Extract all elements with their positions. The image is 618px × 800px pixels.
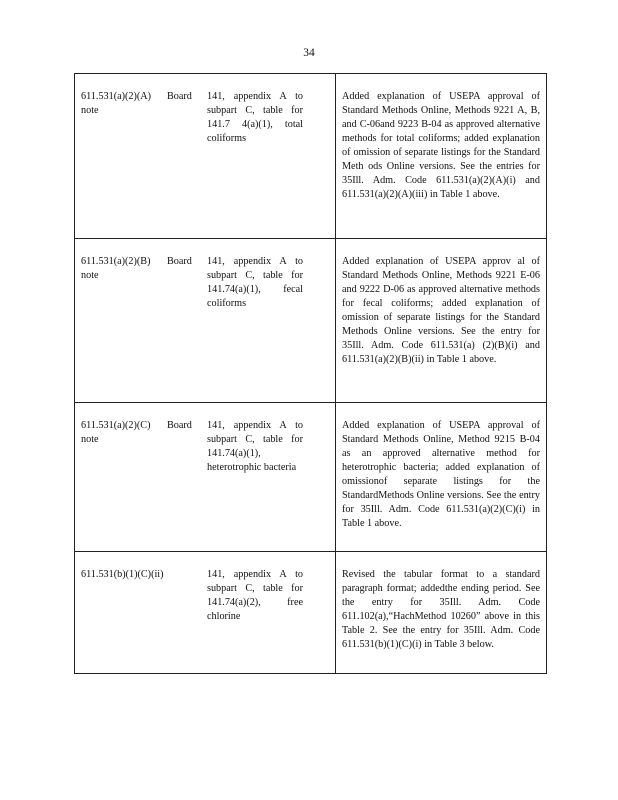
section-id: 611.531(b)(1)(C)(ii) (81, 569, 164, 580)
section-id: 611.531(a)(2)(C) (81, 420, 151, 431)
section-id-block (81, 255, 167, 283)
explanation-text: Revised the tabular format to a standard paragraph format; addedthe ending period. See the entry for 35Ill. Adm. Code 611.102(a),“HachMethod 10260” above in this Table 2. See the entry for 35Ill. Adm. Code 611.531(b)(1)(C)(i) in Table 3 below. (342, 569, 540, 650)
section-board: Board (167, 420, 192, 431)
federal-reference: 141, appendix A to subpart C, table for 141.74(a)(1), heterotrophic bacteria (207, 420, 303, 473)
section-cell (75, 403, 336, 552)
table-row (75, 239, 547, 403)
section-id-block (81, 568, 167, 582)
explanation-text: Added explanation of USEPA approv al of Standard Methods Online, Methods 9221 E-06 and 9222 D-06 as approved alternative methods for fecal coliforms; added explanation of omission of separate listings for the Standard Methods Online versions. See the entry for 35Ill. Adm. Code 611.531(a) (2)(B)(i) and 611.531(a)(2)(B)(ii) in Table 1 above. (342, 256, 540, 365)
amendments-table (74, 73, 547, 674)
section-board: Board (167, 91, 192, 102)
section-note: note (81, 434, 99, 445)
federal-reference: 141, appendix A to subpart C, table for 141.7 4(a)(1), total coliforms (207, 91, 303, 144)
section-id-block (81, 419, 167, 447)
section-cell (75, 552, 336, 674)
section-board: Board (167, 256, 192, 267)
table-row (75, 403, 547, 552)
section-id: 611.531(a)(2)(A) (81, 91, 152, 102)
table-row (75, 74, 547, 239)
explanation-text: Added explanation of USEPA approval of Standard Methods Online, Methods 9221 A, B, and C-06and 9223 B-04 as approved alternative methods for total coliforms; added explanation of omission of separate listings for the Standard Meth ods Online versions. See the entries for 35Ill. Adm. Code 611.531(a)(2)(A)(i) and 611.531(a)(2)(A)(iii) in Table 1 above. (342, 91, 540, 200)
section-note: note (81, 105, 99, 116)
federal-reference: 141, appendix A to subpart C, table for 141.74(a)(1), fecal coliforms (207, 256, 303, 309)
table-row (75, 552, 547, 674)
page-number: 34 (303, 47, 315, 59)
section-cell (75, 239, 336, 403)
section-id: 611.531(a)(2)(B) (81, 256, 151, 267)
section-note: note (81, 270, 99, 281)
explanation-cell (336, 74, 547, 239)
explanation-cell (336, 403, 547, 552)
explanation-cell (336, 239, 547, 403)
explanation-cell (336, 552, 547, 674)
section-cell (75, 74, 336, 239)
explanation-text: Added explanation of USEPA approval of Standard Methods Online, Method 9215 B-04 as an approved alternative method for heterotrophic bacteria; added explanation of omissionof separate listings for the StandardMethods Online versions. See the entry for 35Ill. Adm. Code 611.531(a)(2)(C)(i) in Table 1 above. (342, 420, 540, 529)
federal-reference: 141, appendix A to subpart C, table for 141.74(a)(2), free chlorine (207, 569, 303, 622)
section-id-block (81, 90, 167, 118)
